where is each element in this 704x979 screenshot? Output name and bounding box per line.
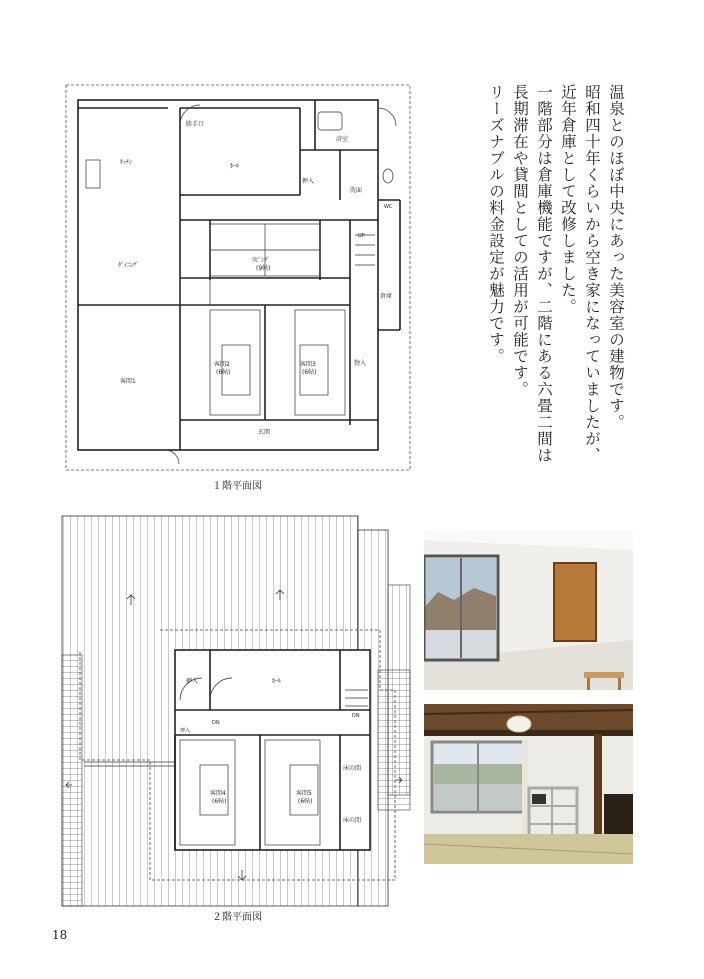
label-kyakuma2: 客間2 xyxy=(214,361,230,368)
label-kyakuma4-size: (6帖) xyxy=(212,798,227,805)
body-line: 昭和四十年くらいから空き家になっていましたが、 xyxy=(583,84,601,464)
label-senmen: 洗面 xyxy=(350,187,363,194)
floor1-plan xyxy=(60,80,420,480)
body-line: 長期滞在や貸間としての活用が可能です。 xyxy=(511,84,529,398)
body-line: リーズナブルの料金設定が魅力です。 xyxy=(487,84,505,365)
label-kitchen: ｷｯﾁﾝ xyxy=(120,159,133,166)
body-line: 近年倉庫として改修しました。 xyxy=(559,84,577,315)
floor2-caption: ２階平面図 xyxy=(212,912,262,923)
page-number: 18 xyxy=(52,928,68,942)
label-yokushitsu: 浴室 xyxy=(336,136,349,143)
label-wc: WC xyxy=(384,204,393,210)
room-with-window-photo xyxy=(424,530,633,690)
label-2f-oshiire-small: 押入 xyxy=(180,728,191,734)
label-2f-dn2: DN xyxy=(352,713,360,719)
floor1-caption: １階平面図 xyxy=(212,481,262,492)
label-katteguchi: 勝手口 xyxy=(186,121,205,128)
label-tokonoma1: 床の間 xyxy=(343,765,362,772)
tatami-room-photo xyxy=(424,704,633,864)
body-line: 温泉とのほぼ中央にあった美容室の建物です。 xyxy=(607,84,625,431)
label-living: ﾘﾋﾞﾝｸﾞ xyxy=(252,257,271,264)
label-kyakuma3-size: (6帖) xyxy=(302,369,317,376)
label-monoire: 物入 xyxy=(354,360,367,367)
label-kyakuma5: 客間5 xyxy=(296,790,312,797)
label-up: UP xyxy=(358,233,365,239)
body-line: 一階部分は倉庫機能ですが、二階にある六畳二間は xyxy=(535,84,553,464)
label-2f-dn1: DN xyxy=(212,720,220,726)
label-kyakuma1: 客間1 xyxy=(120,378,136,385)
body-text xyxy=(478,84,628,484)
label-kyakuma3: 客間3 xyxy=(300,361,316,368)
label-oshiire: 押入 xyxy=(302,178,315,185)
label-kyakuma5-size: (6帖) xyxy=(298,798,313,805)
label-tokonoma2: 床の間 xyxy=(343,817,362,824)
label-kyakuma2-size: (6帖) xyxy=(216,369,231,376)
label-hall: ﾎｰﾙ xyxy=(230,163,240,170)
label-dining: ﾀﾞｲﾆﾝｸﾞ xyxy=(118,262,140,269)
label-genkan: 玄関 xyxy=(258,429,271,436)
label-2f-oshiire: 押入 xyxy=(186,678,199,685)
floor2-plan xyxy=(50,508,420,910)
label-living-size: (9帖) xyxy=(256,265,271,272)
label-2f-hall: ﾎｰﾙ xyxy=(272,678,282,685)
label-souko: 倉庫 xyxy=(380,293,393,300)
label-kyakuma4: 客間4 xyxy=(210,790,226,797)
